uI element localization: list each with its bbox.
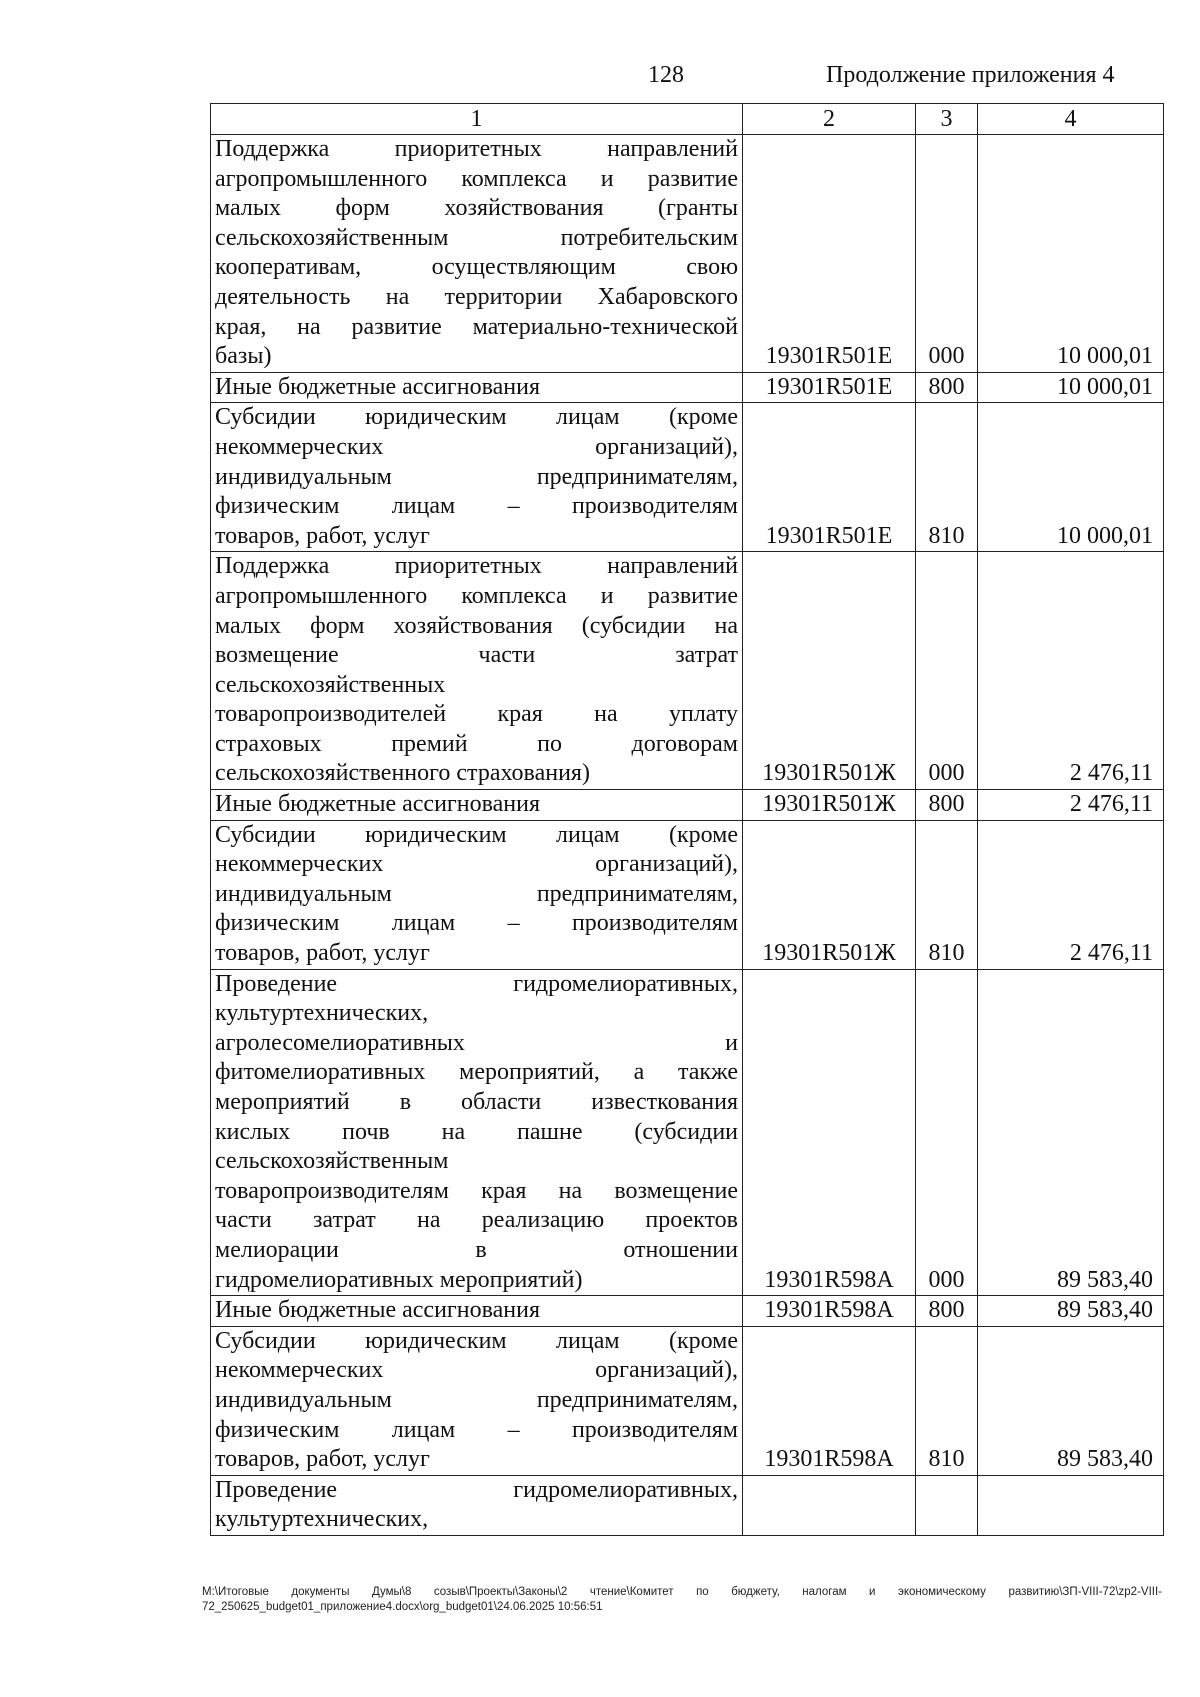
- row-description: [211, 969, 743, 1296]
- description-line: гидромелиоративных мероприятий): [215, 1266, 583, 1293]
- description-line: товаропроизводителей края на уплату: [215, 701, 738, 728]
- table-row: [211, 403, 1164, 552]
- column-header-3: 3: [916, 104, 978, 135]
- description-line: товаров, работ, услуг: [215, 940, 430, 967]
- description-line: Проведение гидромелиоративных,: [215, 970, 738, 997]
- target-article-code: 19301R598A: [743, 1296, 916, 1327]
- amount-value: 2 476,11: [978, 790, 1164, 821]
- description-line: возмещение части затрат: [215, 642, 738, 669]
- row-description: [211, 1475, 743, 1535]
- description-line: Проведение гидромелиоративных,: [215, 1476, 738, 1503]
- description-line: культуртехнических,: [215, 1506, 429, 1533]
- target-article-code: 19301R501Ж: [743, 820, 916, 969]
- amount-value: 10 000,01: [978, 403, 1164, 552]
- target-article-code: [743, 1475, 916, 1535]
- description-line: сельскохозяйственного страхования): [215, 760, 590, 787]
- table-row: [211, 969, 1164, 1296]
- table-row: [211, 1296, 1164, 1327]
- description-line: некоммерческих организаций),: [215, 1357, 738, 1384]
- description-line: края, на развитие материально-технической: [215, 313, 738, 340]
- table-row: [211, 790, 1164, 821]
- amount-value: 2 476,11: [978, 820, 1164, 969]
- target-article-code: 19301R598A: [743, 969, 916, 1296]
- description-line: индивидуальным предпринимателям,: [215, 880, 738, 907]
- amount-value: 2 476,11: [978, 552, 1164, 790]
- description-line: кооперативам, осуществляющим свою: [215, 254, 738, 281]
- expense-type-code: 810: [916, 820, 978, 969]
- page-number: 128: [648, 62, 684, 88]
- description-line: агролесомелиоративных и: [215, 1029, 738, 1056]
- expense-type-code: 800: [916, 372, 978, 403]
- target-article-code: 19301R598A: [743, 1326, 916, 1475]
- description-line: Иные бюджетные ассигнования: [215, 791, 540, 818]
- description-line: физическим лицам – производителям: [215, 910, 738, 937]
- description-line: Поддержка приоритетных направлений: [215, 136, 738, 162]
- description-line: части затрат на реализацию проектов: [215, 1207, 738, 1234]
- description-line: некоммерческих организаций),: [215, 851, 738, 878]
- column-header-2: 2: [743, 104, 916, 135]
- expense-type-code: 810: [916, 1326, 978, 1475]
- table-row: [211, 1475, 1164, 1535]
- description-line: малых форм хозяйствования (субсидии на: [215, 612, 738, 639]
- row-description: [211, 403, 743, 552]
- description-line: Поддержка приоритетных направлений: [215, 553, 738, 580]
- description-line: товаров, работ, услуг: [215, 1446, 430, 1473]
- description-line: базы): [215, 343, 272, 370]
- description-line: товаропроизводителям края на возмещение: [215, 1177, 738, 1204]
- table-row: [211, 1326, 1164, 1475]
- row-description: [211, 135, 743, 373]
- amount-value: 10 000,01: [978, 372, 1164, 403]
- description-line: агропромышленного комплекса и развитие: [215, 165, 738, 192]
- amount-value: 10 000,01: [978, 135, 1164, 373]
- description-line: фитомелиоративных мероприятий, а также: [215, 1059, 738, 1086]
- column-header-1: 1: [211, 104, 743, 135]
- description-line: сельскохозяйственных: [215, 671, 446, 698]
- document-footer-path: M:\Итоговые документы Думы\8 созыв\Проекты\Законы\2 чтение\Комитет по бюджету, налогам и экономическому развитию\ЗП-VIII-72\zp2-VIII-72_250625_budget01_приложение4.docx\org_budget01\24.06.2025 10:56:51: [202, 1586, 1162, 1613]
- row-description: [211, 1326, 743, 1475]
- description-line: Субсидии юридическим лицам (кроме: [215, 404, 738, 431]
- budget-table: [210, 103, 1164, 1536]
- row-description: [211, 372, 743, 403]
- description-line: агропромышленного комплекса и развитие: [215, 582, 738, 609]
- target-article-code: 19301R501Ж: [743, 790, 916, 821]
- expense-type-code: 810: [916, 403, 978, 552]
- table-header-row: [211, 104, 1164, 135]
- description-line: Субсидии юридическим лицам (кроме: [215, 821, 738, 848]
- description-line: физическим лицам – производителям: [215, 1416, 738, 1443]
- expense-type-code: [916, 1475, 978, 1535]
- column-header-4: 4: [978, 104, 1164, 135]
- row-description: [211, 820, 743, 969]
- description-line: Иные бюджетные ассигнования: [215, 1297, 540, 1324]
- target-article-code: 19301R501E: [743, 372, 916, 403]
- continuation-label: Продолжение приложения 4: [826, 62, 1115, 88]
- description-line: мероприятий в области известкования: [215, 1089, 738, 1115]
- table-row: [211, 820, 1164, 969]
- description-line: кислых почв на пашне (субсидии: [215, 1118, 738, 1145]
- expense-type-code: 000: [916, 969, 978, 1296]
- expense-type-code: 000: [916, 552, 978, 790]
- description-line: некоммерческих организаций),: [215, 433, 738, 460]
- row-description: [211, 552, 743, 790]
- row-description: [211, 1296, 743, 1327]
- amount-value: 89 583,40: [978, 969, 1164, 1296]
- table-row: [211, 135, 1164, 373]
- description-line: сельскохозяйственным: [215, 1148, 449, 1175]
- amount-value: 89 583,40: [978, 1296, 1164, 1327]
- description-line: Субсидии юридическим лицам (кроме: [215, 1327, 738, 1354]
- target-article-code: 19301R501Ж: [743, 552, 916, 790]
- description-line: сельскохозяйственным потребительским: [215, 224, 738, 251]
- description-line: товаров, работ, услуг: [215, 522, 430, 549]
- budget-table-body: [211, 104, 1164, 1536]
- target-article-code: 19301R501E: [743, 403, 916, 552]
- description-line: индивидуальным предпринимателям,: [215, 1386, 738, 1413]
- expense-type-code: 800: [916, 790, 978, 821]
- description-line: Иные бюджетные ассигнования: [215, 373, 540, 400]
- amount-value: 89 583,40: [978, 1326, 1164, 1475]
- table-row: [211, 552, 1164, 790]
- description-line: культуртехнических,: [215, 1000, 429, 1027]
- description-line: индивидуальным предпринимателям,: [215, 463, 738, 490]
- expense-type-code: 800: [916, 1296, 978, 1327]
- row-description: [211, 790, 743, 821]
- description-line: малых форм хозяйствования (гранты: [215, 195, 738, 222]
- description-line: физическим лицам – производителям: [215, 493, 738, 520]
- target-article-code: 19301R501E: [743, 135, 916, 373]
- description-line: мелиорации в отношении: [215, 1236, 738, 1263]
- amount-value: [978, 1475, 1164, 1535]
- expense-type-code: 000: [916, 135, 978, 373]
- table-row: [211, 372, 1164, 403]
- description-line: деятельность на территории Хабаровского: [215, 283, 738, 310]
- description-line: страховых премий по договорам: [215, 730, 738, 757]
